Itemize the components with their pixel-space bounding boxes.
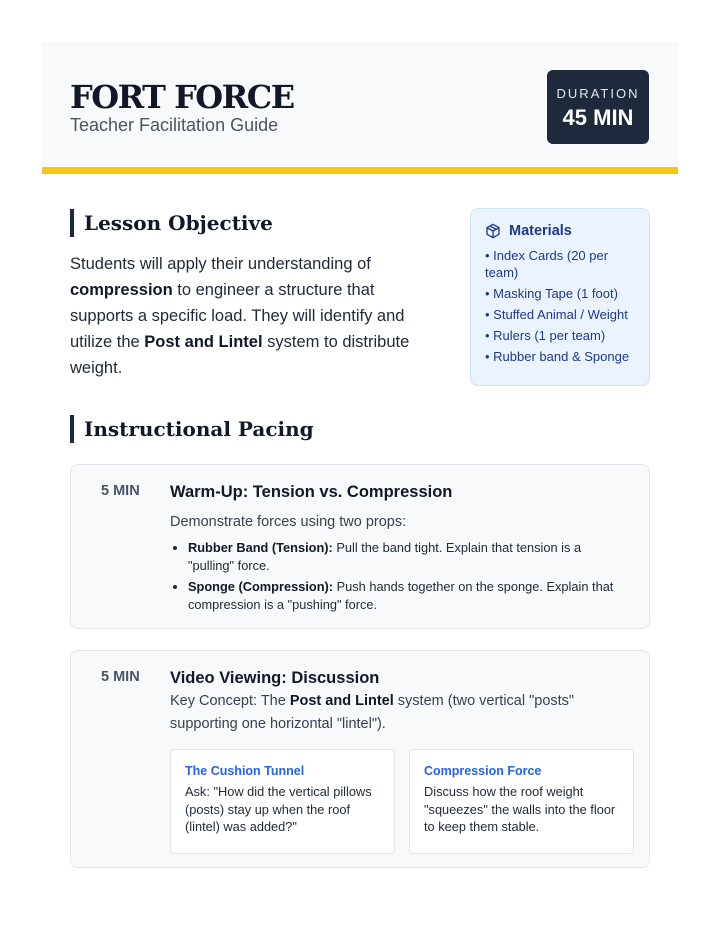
duration-label: DURATION (556, 86, 640, 101)
pacing-card-video (70, 650, 650, 868)
discussion-card-title: The Cushion Tunnel (185, 764, 305, 778)
duration-value: 45 MIN (562, 105, 634, 130)
card-title: Warm-Up: Tension vs. Compression (170, 483, 453, 501)
discussion-card-cushion-tunnel (170, 749, 395, 854)
page-subtitle: Teacher Facilitation Guide (70, 115, 279, 135)
box-icon (485, 223, 501, 239)
pacing-card-warmup (70, 464, 650, 629)
card-duration: 5 MIN (101, 669, 140, 685)
page-header (42, 42, 678, 174)
discussion-card-compression-force (409, 749, 634, 854)
materials-heading: Materials (509, 223, 572, 239)
page-title: FORT FORCE (70, 78, 294, 116)
card-description: Key Concept: The Post and Lintel system (two vertical "posts" supporting one horizontal "lintel"). (170, 693, 575, 732)
lesson-objective-text: Students will apply their understanding of compression to engineer a structure that supports a specific load. They will identify and utilize the Post and Lintel system to distribute weight. (70, 255, 410, 377)
discussion-card-text: Ask: "How did the vertical pillows (posts) stay up when the roof (lintel) was added?" (185, 784, 372, 834)
card-title: Video Viewing: Discussion (170, 669, 380, 687)
materials-box (470, 208, 650, 386)
lesson-objective-heading: Lesson Objective (70, 209, 273, 237)
materials-item: • Masking Tape (1 foot) (485, 286, 618, 301)
duration-badge (547, 70, 649, 144)
materials-item: • Rubber band & Sponge (485, 349, 630, 364)
bullet-item: • Sponge (Compression): Push hands together on the sponge. Explain that compression is a "pushing" force. (188, 578, 630, 614)
materials-item: • Rulers (1 per team) (485, 328, 606, 343)
materials-item: • Stuffed Animal / Weight (485, 307, 628, 322)
bullet-item: • Rubber Band (Tension): Pull the band tight. Explain that tension is a "pulling" force. (188, 539, 630, 575)
card-description: Demonstrate forces using two props: (170, 514, 407, 530)
materials-header (485, 223, 635, 239)
materials-item: • Index Cards (20 per team) (485, 248, 609, 280)
materials-list (485, 247, 635, 365)
card-duration: 5 MIN (101, 483, 140, 499)
card-bullet-list (170, 539, 630, 617)
discussion-card-title: Compression Force (424, 764, 542, 778)
instructional-pacing-heading: Instructional Pacing (70, 415, 314, 443)
discussion-card-text: Discuss how the roof weight "squeezes" the walls into the floor to keep them stable. (424, 784, 616, 834)
